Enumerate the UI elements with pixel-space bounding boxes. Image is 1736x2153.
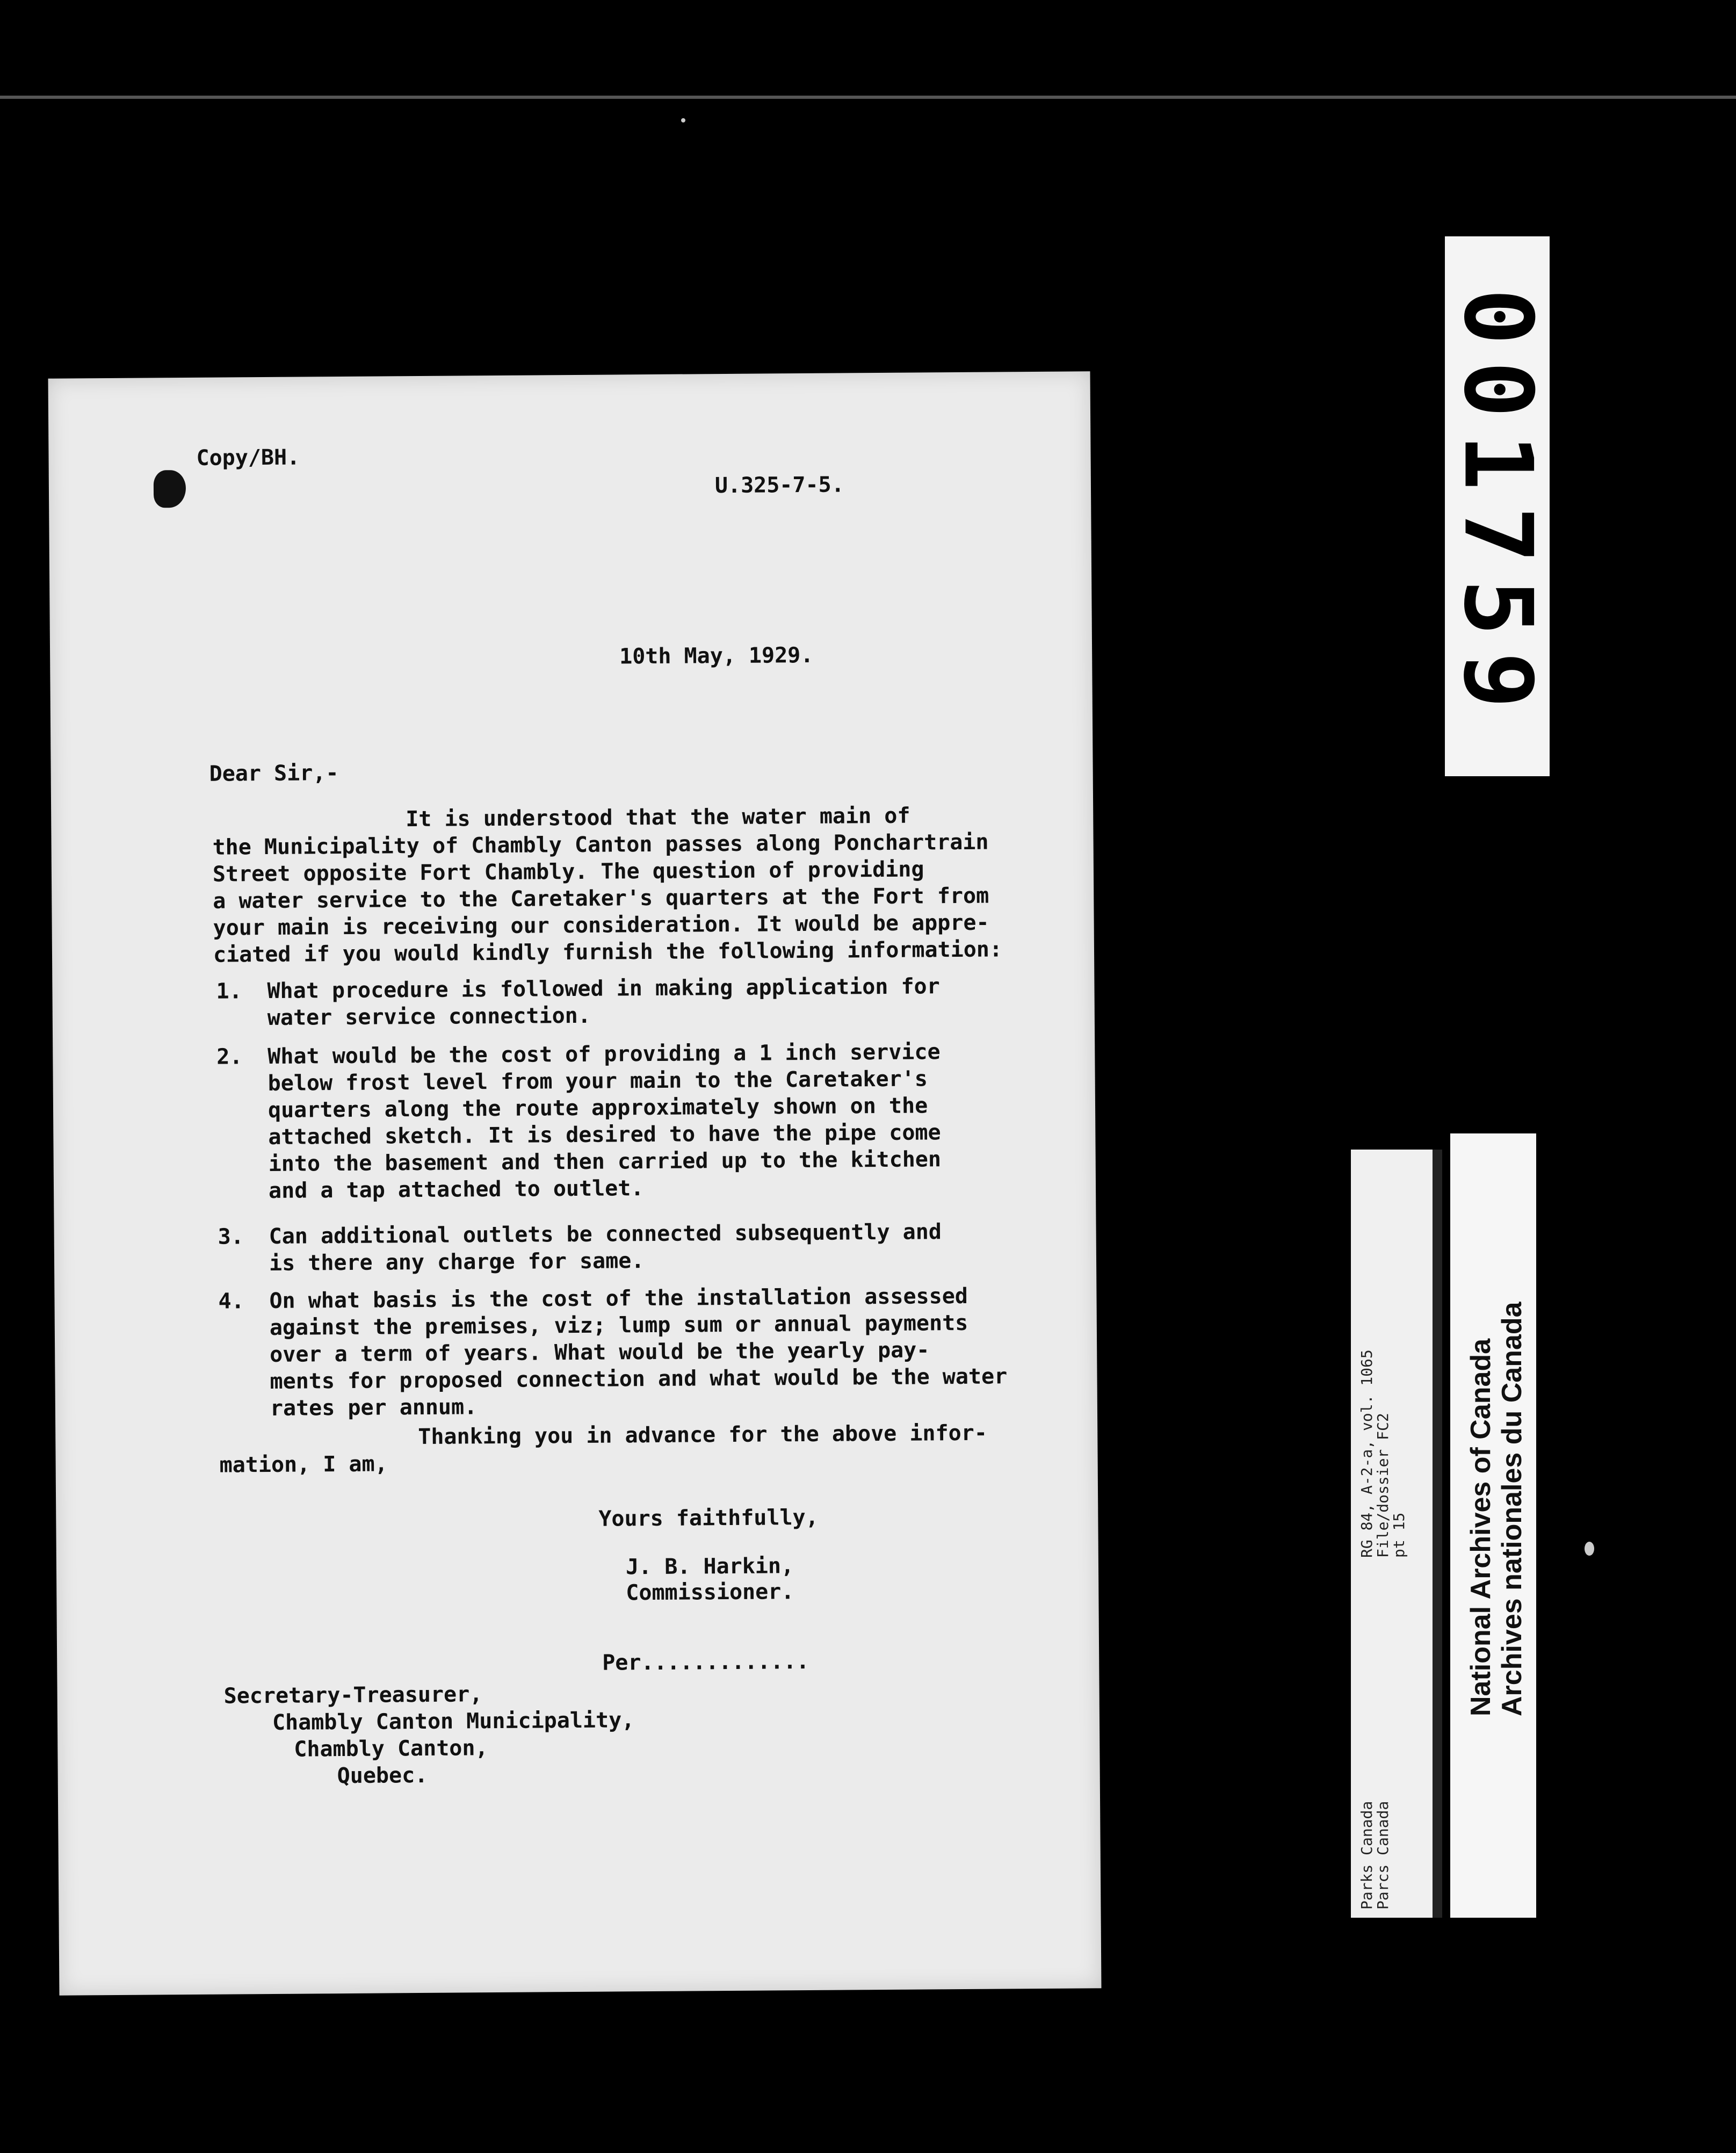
list-item-line: What procedure is followed in making application for bbox=[267, 974, 940, 1003]
reference-line: RG 84, A-2-a, vol. 1065 bbox=[1358, 1349, 1376, 1558]
closing-paragraph bbox=[219, 1420, 987, 1479]
list-item-line: attached sketch. It is desired to have the pipe come bbox=[268, 1120, 941, 1150]
intro-line: It is understood that the water main of bbox=[406, 803, 910, 832]
list-item-text bbox=[267, 973, 940, 1031]
list-item-line: What would be the cost of providing a 1 inch service bbox=[267, 1039, 941, 1069]
list-item-number: 2. bbox=[216, 1044, 243, 1070]
address-line: Chambly Canton Municipality, bbox=[272, 1708, 635, 1735]
copy-mark: Copy/BH. bbox=[196, 445, 300, 471]
film-frame-edge bbox=[0, 96, 1736, 99]
list-item-text bbox=[269, 1282, 1007, 1422]
list-item-line: water service connection. bbox=[267, 1003, 591, 1030]
address-line: Chambly Canton, bbox=[294, 1736, 488, 1762]
list-item-text bbox=[267, 1038, 941, 1204]
list-item-line: On what basis is the cost of the installation assessed bbox=[269, 1283, 968, 1313]
reference-slip bbox=[1351, 1150, 1442, 1918]
frame-number-card bbox=[1445, 236, 1550, 776]
list-item-number: 3. bbox=[218, 1224, 244, 1249]
frame-number: 001759 bbox=[1443, 288, 1552, 725]
list-item-line: rates per annum. bbox=[270, 1395, 478, 1421]
list-item-line: is there any charge for same. bbox=[269, 1248, 645, 1276]
ink-blot bbox=[154, 470, 186, 508]
intro-paragraph bbox=[212, 801, 1002, 968]
salutation: Dear Sir,- bbox=[209, 761, 339, 786]
reference-lines bbox=[1359, 1349, 1407, 1558]
list-item-line: ments for proposed connection and what would be the water bbox=[270, 1364, 1008, 1394]
intro-line: ciated if you would kindly furnish the following information: bbox=[213, 937, 1003, 967]
archives-line: Archives nationales du Canada bbox=[1496, 1302, 1528, 1716]
valediction: Yours faithfully, bbox=[598, 1505, 819, 1531]
intro-line: a water service to the Caretaker's quarters at the Fort from bbox=[213, 883, 989, 914]
signer-name: J. B. Harkin, bbox=[625, 1554, 794, 1580]
address-line: Secretary-Treasurer, bbox=[223, 1682, 483, 1709]
address-line: Quebec. bbox=[337, 1762, 428, 1789]
archives-line: National Archives of Canada bbox=[1465, 1338, 1496, 1716]
intro-line: Street opposite Fort Chambly. The question of providing bbox=[212, 857, 924, 887]
agency-line: Parks Canada bbox=[1358, 1801, 1376, 1910]
closing-line: mation, I am, bbox=[219, 1451, 388, 1478]
list-item-line: against the premises, viz; lump sum or annual payments bbox=[269, 1310, 968, 1340]
intro-line: the Municipality of Chambly Canton passes along Ponchartrain bbox=[212, 829, 989, 860]
list-item-line: and a tap attached to outlet. bbox=[268, 1176, 644, 1203]
intro-line: your main is receiving our consideration. It would be appre- bbox=[213, 910, 989, 941]
per-line: Per............. bbox=[602, 1649, 809, 1675]
reference-line: File/dossier FC2 bbox=[1374, 1413, 1392, 1558]
closing-line: Thanking you in advance for the above infor- bbox=[418, 1420, 988, 1450]
archives-slip bbox=[1450, 1133, 1536, 1918]
signer-title: Commissioner. bbox=[626, 1579, 794, 1606]
list-item-line: quarters along the route approximately shown on the bbox=[267, 1093, 928, 1123]
recipient-address bbox=[223, 1680, 635, 1790]
list-item-line: over a term of years. What would be the yearly pay- bbox=[270, 1338, 930, 1367]
list-item-line: below frost level from your main to the Caretaker's bbox=[267, 1066, 928, 1096]
reference-line: pt 15 bbox=[1390, 1512, 1408, 1558]
list-item-line: Can additional outlets be connected subsequently and bbox=[269, 1219, 942, 1249]
slip-edge-band bbox=[1433, 1150, 1442, 1918]
letter-date: 10th May, 1929. bbox=[619, 642, 814, 669]
film-speck bbox=[1585, 1542, 1594, 1556]
list-item-line: into the basement and then carried up to the kitchen bbox=[268, 1147, 942, 1176]
archives-label bbox=[1465, 1302, 1528, 1716]
list-item-text bbox=[269, 1218, 942, 1277]
letter-page bbox=[48, 371, 1102, 1995]
file-number: U.325-7-5. bbox=[714, 472, 844, 498]
film-speck bbox=[681, 118, 685, 122]
agency-lines bbox=[1359, 1801, 1391, 1910]
list-item-number: 1. bbox=[216, 979, 242, 1004]
list-item-number: 4. bbox=[218, 1289, 244, 1314]
agency-line: Parcs Canada bbox=[1374, 1801, 1392, 1910]
